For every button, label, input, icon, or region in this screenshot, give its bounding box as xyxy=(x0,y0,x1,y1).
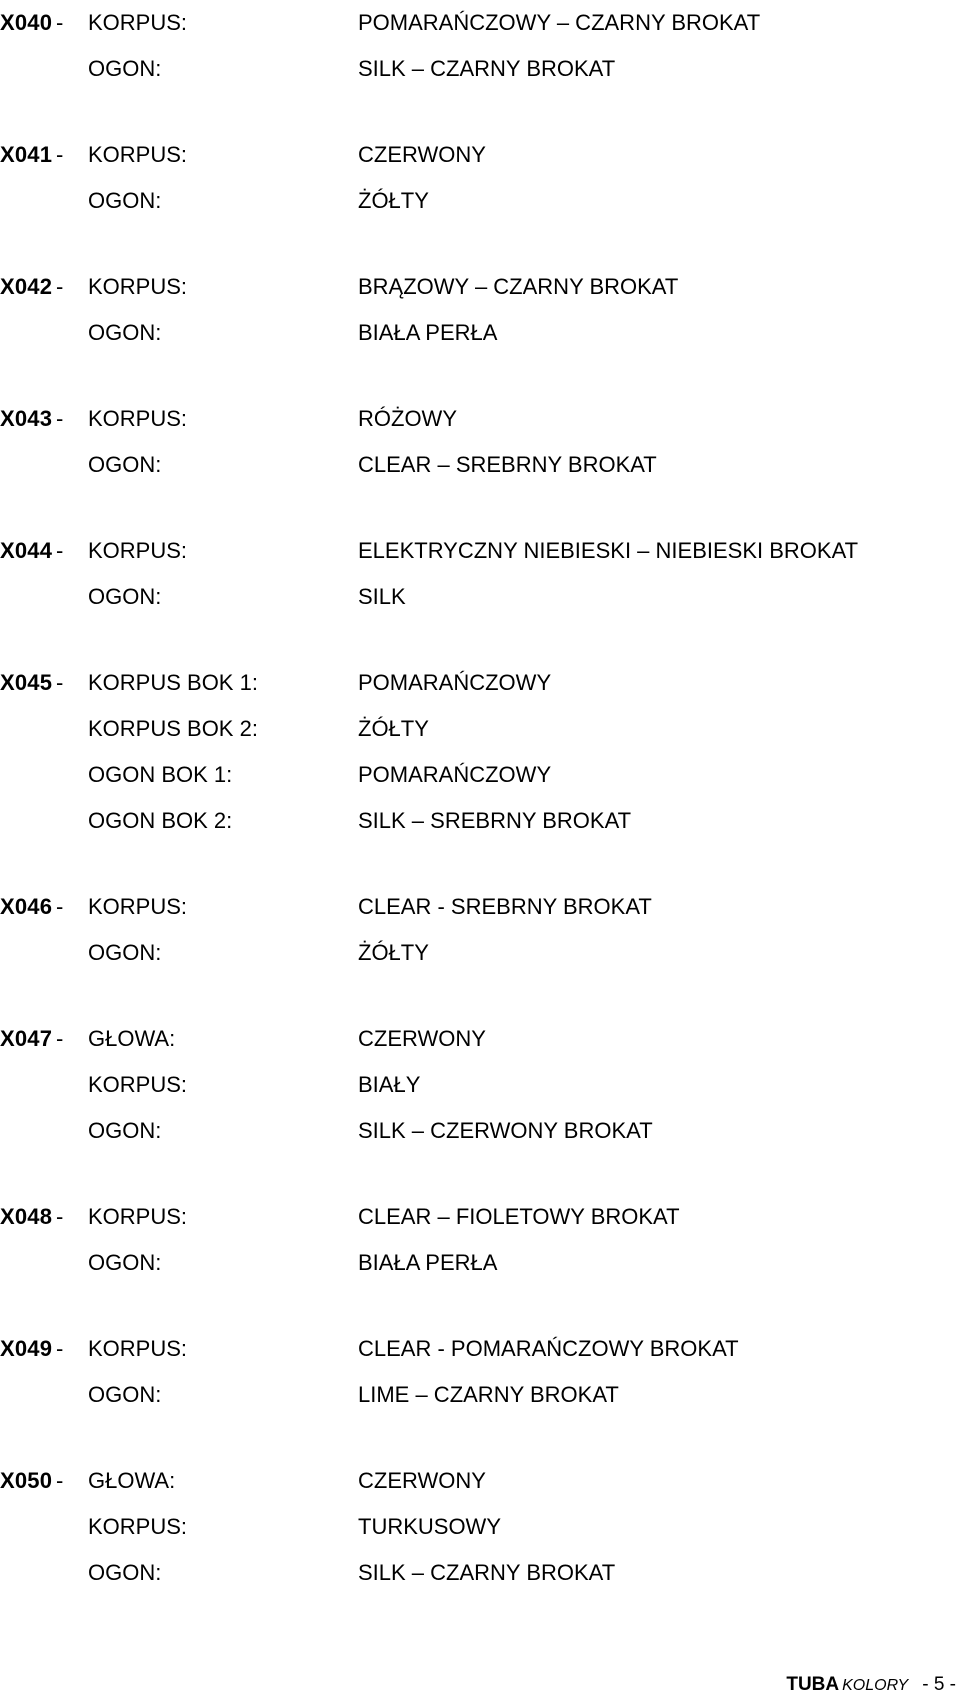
entry-dash: - xyxy=(56,894,64,919)
entry-row xyxy=(0,752,960,798)
color-value: SILK xyxy=(358,584,406,609)
color-value: CZERWONY xyxy=(358,1026,486,1051)
color-value: BIAŁA PERŁA xyxy=(358,320,498,345)
entry-dash: - xyxy=(56,1026,64,1051)
color-value: BRĄZOWY – CZARNY BROKAT xyxy=(358,274,679,299)
part-label: KORPUS: xyxy=(88,1072,188,1097)
part-label: OGON: xyxy=(88,1560,162,1585)
color-value: SILK – SREBRNY BROKAT xyxy=(358,808,632,833)
color-value: TURKUSOWY xyxy=(358,1514,501,1539)
entry-row xyxy=(0,1504,960,1550)
color-value: CLEAR - POMARAŃCZOWY BROKAT xyxy=(358,1336,739,1361)
part-label: KORPUS: xyxy=(88,1336,188,1361)
part-label: OGON: xyxy=(88,56,162,81)
entry-row xyxy=(0,1458,960,1504)
entry-row xyxy=(0,798,960,844)
color-value: RÓŻOWY xyxy=(358,406,457,431)
entry-code: X044 xyxy=(0,538,53,563)
color-value: POMARAŃCZOWY xyxy=(358,762,552,787)
entry-code: X040 xyxy=(0,10,53,35)
color-value: CLEAR – SREBRNY BROKAT xyxy=(358,452,657,477)
entry-row xyxy=(0,528,960,574)
color-value: CZERWONY xyxy=(358,1468,486,1493)
part-label: OGON: xyxy=(88,188,162,213)
color-value: SILK – CZARNY BROKAT xyxy=(358,56,616,81)
entry-row xyxy=(0,442,960,488)
color-value: ŻÓŁTY xyxy=(358,716,429,741)
entry-row xyxy=(0,396,960,442)
page-number: - 5 - xyxy=(922,1674,956,1695)
entry-code: X049 xyxy=(0,1336,53,1361)
entry-row xyxy=(0,1194,960,1240)
entry-dash: - xyxy=(56,670,64,695)
footer-subtitle: KOLORY xyxy=(842,1677,909,1694)
color-value: BIAŁA PERŁA xyxy=(358,1250,498,1275)
entry-row xyxy=(0,884,960,930)
entry-dash: - xyxy=(56,538,64,563)
entry-row xyxy=(0,706,960,752)
part-label: KORPUS: xyxy=(88,406,188,431)
part-label: KORPUS: xyxy=(88,274,188,299)
entry-row xyxy=(0,1326,960,1372)
entry-dash: - xyxy=(56,1336,64,1361)
entry-code: X045 xyxy=(0,670,53,695)
entry-code: X048 xyxy=(0,1204,53,1229)
entry-dash: - xyxy=(56,1204,64,1229)
entry-code: X043 xyxy=(0,406,53,431)
part-label: OGON: xyxy=(88,940,162,965)
part-label: OGON: xyxy=(88,584,162,609)
part-label: GŁOWA: xyxy=(88,1026,176,1051)
color-value: BIAŁY xyxy=(358,1072,421,1097)
color-value: CLEAR – FIOLETOWY BROKAT xyxy=(358,1204,680,1229)
footer-brand: TUBA xyxy=(786,1674,840,1695)
part-label: KORPUS: xyxy=(88,894,188,919)
entry-row xyxy=(0,1550,960,1596)
part-label: OGON: xyxy=(88,452,162,477)
entry-dash: - xyxy=(56,142,64,167)
entry-dash: - xyxy=(56,10,64,35)
entry-row xyxy=(0,1372,960,1418)
part-label: OGON: xyxy=(88,1118,162,1143)
entry-code: X047 xyxy=(0,1026,53,1051)
part-label: KORPUS BOK 1: xyxy=(88,670,258,695)
part-label: KORPUS: xyxy=(88,10,188,35)
part-label: OGON BOK 1: xyxy=(88,762,233,787)
part-label: KORPUS: xyxy=(88,1514,188,1539)
entry-row xyxy=(0,574,960,620)
part-label: OGON: xyxy=(88,320,162,345)
entry-row xyxy=(0,1062,960,1108)
color-value: ŻÓŁTY xyxy=(358,940,429,965)
color-value: SILK – CZARNY BROKAT xyxy=(358,1560,616,1585)
entry-row xyxy=(0,0,960,46)
entry-row xyxy=(0,930,960,976)
entry-row xyxy=(0,264,960,310)
entry-row xyxy=(0,46,960,92)
color-value: LIME – CZARNY BROKAT xyxy=(358,1382,619,1407)
part-label: OGON BOK 2: xyxy=(88,808,233,833)
color-value: SILK – CZERWONY BROKAT xyxy=(358,1118,653,1143)
entry-dash: - xyxy=(56,274,64,299)
color-value: POMARAŃCZOWY – CZARNY BROKAT xyxy=(358,10,761,35)
entry-row xyxy=(0,1108,960,1154)
part-label: OGON: xyxy=(88,1382,162,1407)
part-label: KORPUS: xyxy=(88,1204,188,1229)
entry-row xyxy=(0,660,960,706)
entry-code: X042 xyxy=(0,274,53,299)
color-value: ŻÓŁTY xyxy=(358,188,429,213)
color-value: CLEAR - SREBRNY BROKAT xyxy=(358,894,652,919)
entry-dash: - xyxy=(56,406,64,431)
part-label: KORPUS: xyxy=(88,142,188,167)
entry-row xyxy=(0,1240,960,1286)
entry-row xyxy=(0,178,960,224)
entry-code: X046 xyxy=(0,894,53,919)
color-value: CZERWONY xyxy=(358,142,486,167)
color-value: ELEKTRYCZNY NIEBIESKI – NIEBIESKI BROKAT xyxy=(358,538,859,563)
part-label: GŁOWA: xyxy=(88,1468,176,1493)
part-label: OGON: xyxy=(88,1250,162,1275)
entry-code: X041 xyxy=(0,142,53,167)
color-value: POMARAŃCZOWY xyxy=(358,670,552,695)
entry-row xyxy=(0,132,960,178)
part-label: KORPUS BOK 2: xyxy=(88,716,258,741)
entry-dash: - xyxy=(56,1468,64,1493)
page-footer xyxy=(786,1672,956,1698)
entry-code: X050 xyxy=(0,1468,53,1493)
entry-row xyxy=(0,1016,960,1062)
part-label: KORPUS: xyxy=(88,538,188,563)
entry-row xyxy=(0,310,960,356)
